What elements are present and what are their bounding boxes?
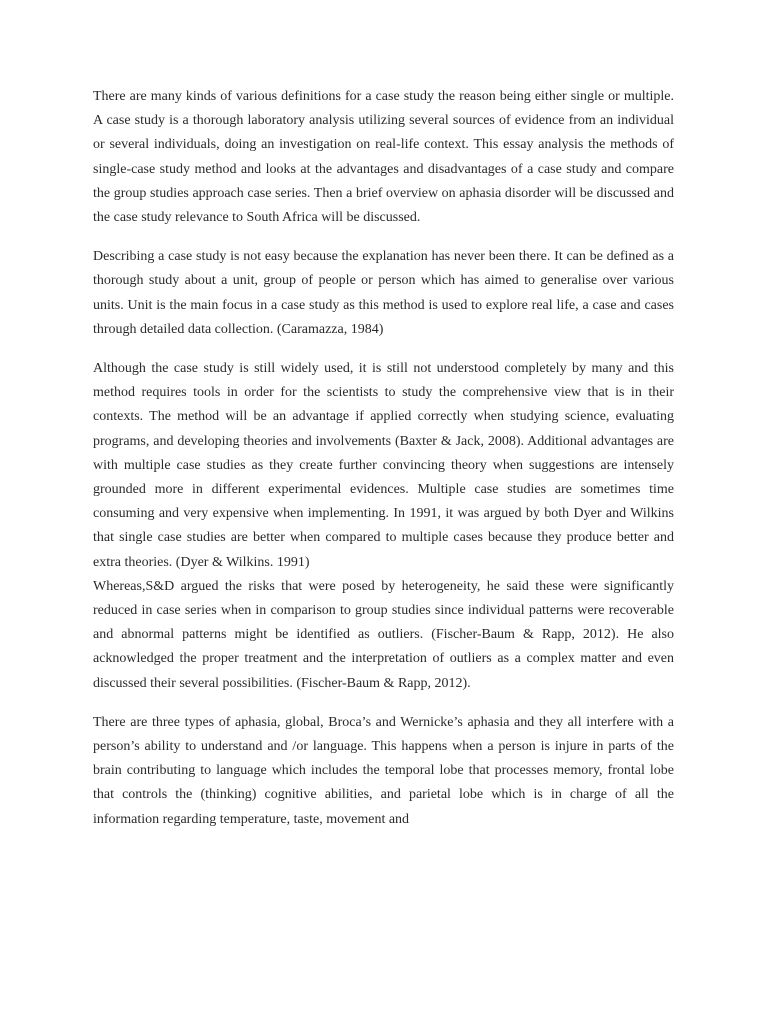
paragraph-2: Describing a case study is not easy because the explanation has never been there. It can be defined as a thorough study about a unit, group of people or person which has aimed to generalise over various units. Unit is the main focus in a case study as this method is used to explore real life, a case and cases through detailed data collection. (Caramazza, 1984) [93,249,674,337]
paragraph-5: There are three types of aphasia, global, Broca’s and Wernicke’s aphasia and they all interfere with a person’s ability to understand and /or language. This happens when a person is injure in parts of the brain contributing to language which includes the temporal lobe that processes memory, frontal lobe that controls the (thinking) cognitive abilities, and parietal lobe which is in charge of all the information regarding temperature, taste, movement and [93,714,674,827]
paragraph-1: There are many kinds of various definitions for a case study the reason being either single or multiple. A case study is a thorough laboratory analysis utilizing several sources of evidence from an individual or several individuals, doing an investigation on real-life context. This essay analysis the methods of single-case study method and looks at the advantages and disadvantages of a case study and compare the group studies approach case series. Then a brief overview on aphasia disorder will be discussed and the case study relevance to South Africa will be discussed. [93,89,674,226]
paragraph-4: Whereas,S&D argued the risks that were posed by heterogeneity, he said these were significantly reduced in case series when in comparison to group studies since individual patterns were recoverable and abnormal patterns might be identified as outliers. (Fischer-Baum & Rapp, 2012). He also acknowledged the proper treatment and the interpretation of outliers as a complex matter and even discussed their several possibilities. (Fischer-Baum & Rapp, 2012). [93,578,674,691]
document-body [93,85,674,832]
paragraph-3: Although the case study is still widely used, it is still not understood completely by many and this method requires tools in order for the scientists to study the comprehensive view that is in their contexts. The method will be an advantage if applied correctly when studying science, evaluating programs, and developing theories and involvements (Baxter & Jack, 2008). Additional advantages are with multiple case studies as they create further convincing theory when suggestions are intensely grounded more in different experimental evidences. Multiple case studies are sometimes time consuming and very expensive when implementing. In 1991, it was argued by both Dyer and Wilkins that single case studies are better when compared to multiple cases because they produce better and extra theories. (Dyer & Wilkins. 1991) [93,361,674,570]
